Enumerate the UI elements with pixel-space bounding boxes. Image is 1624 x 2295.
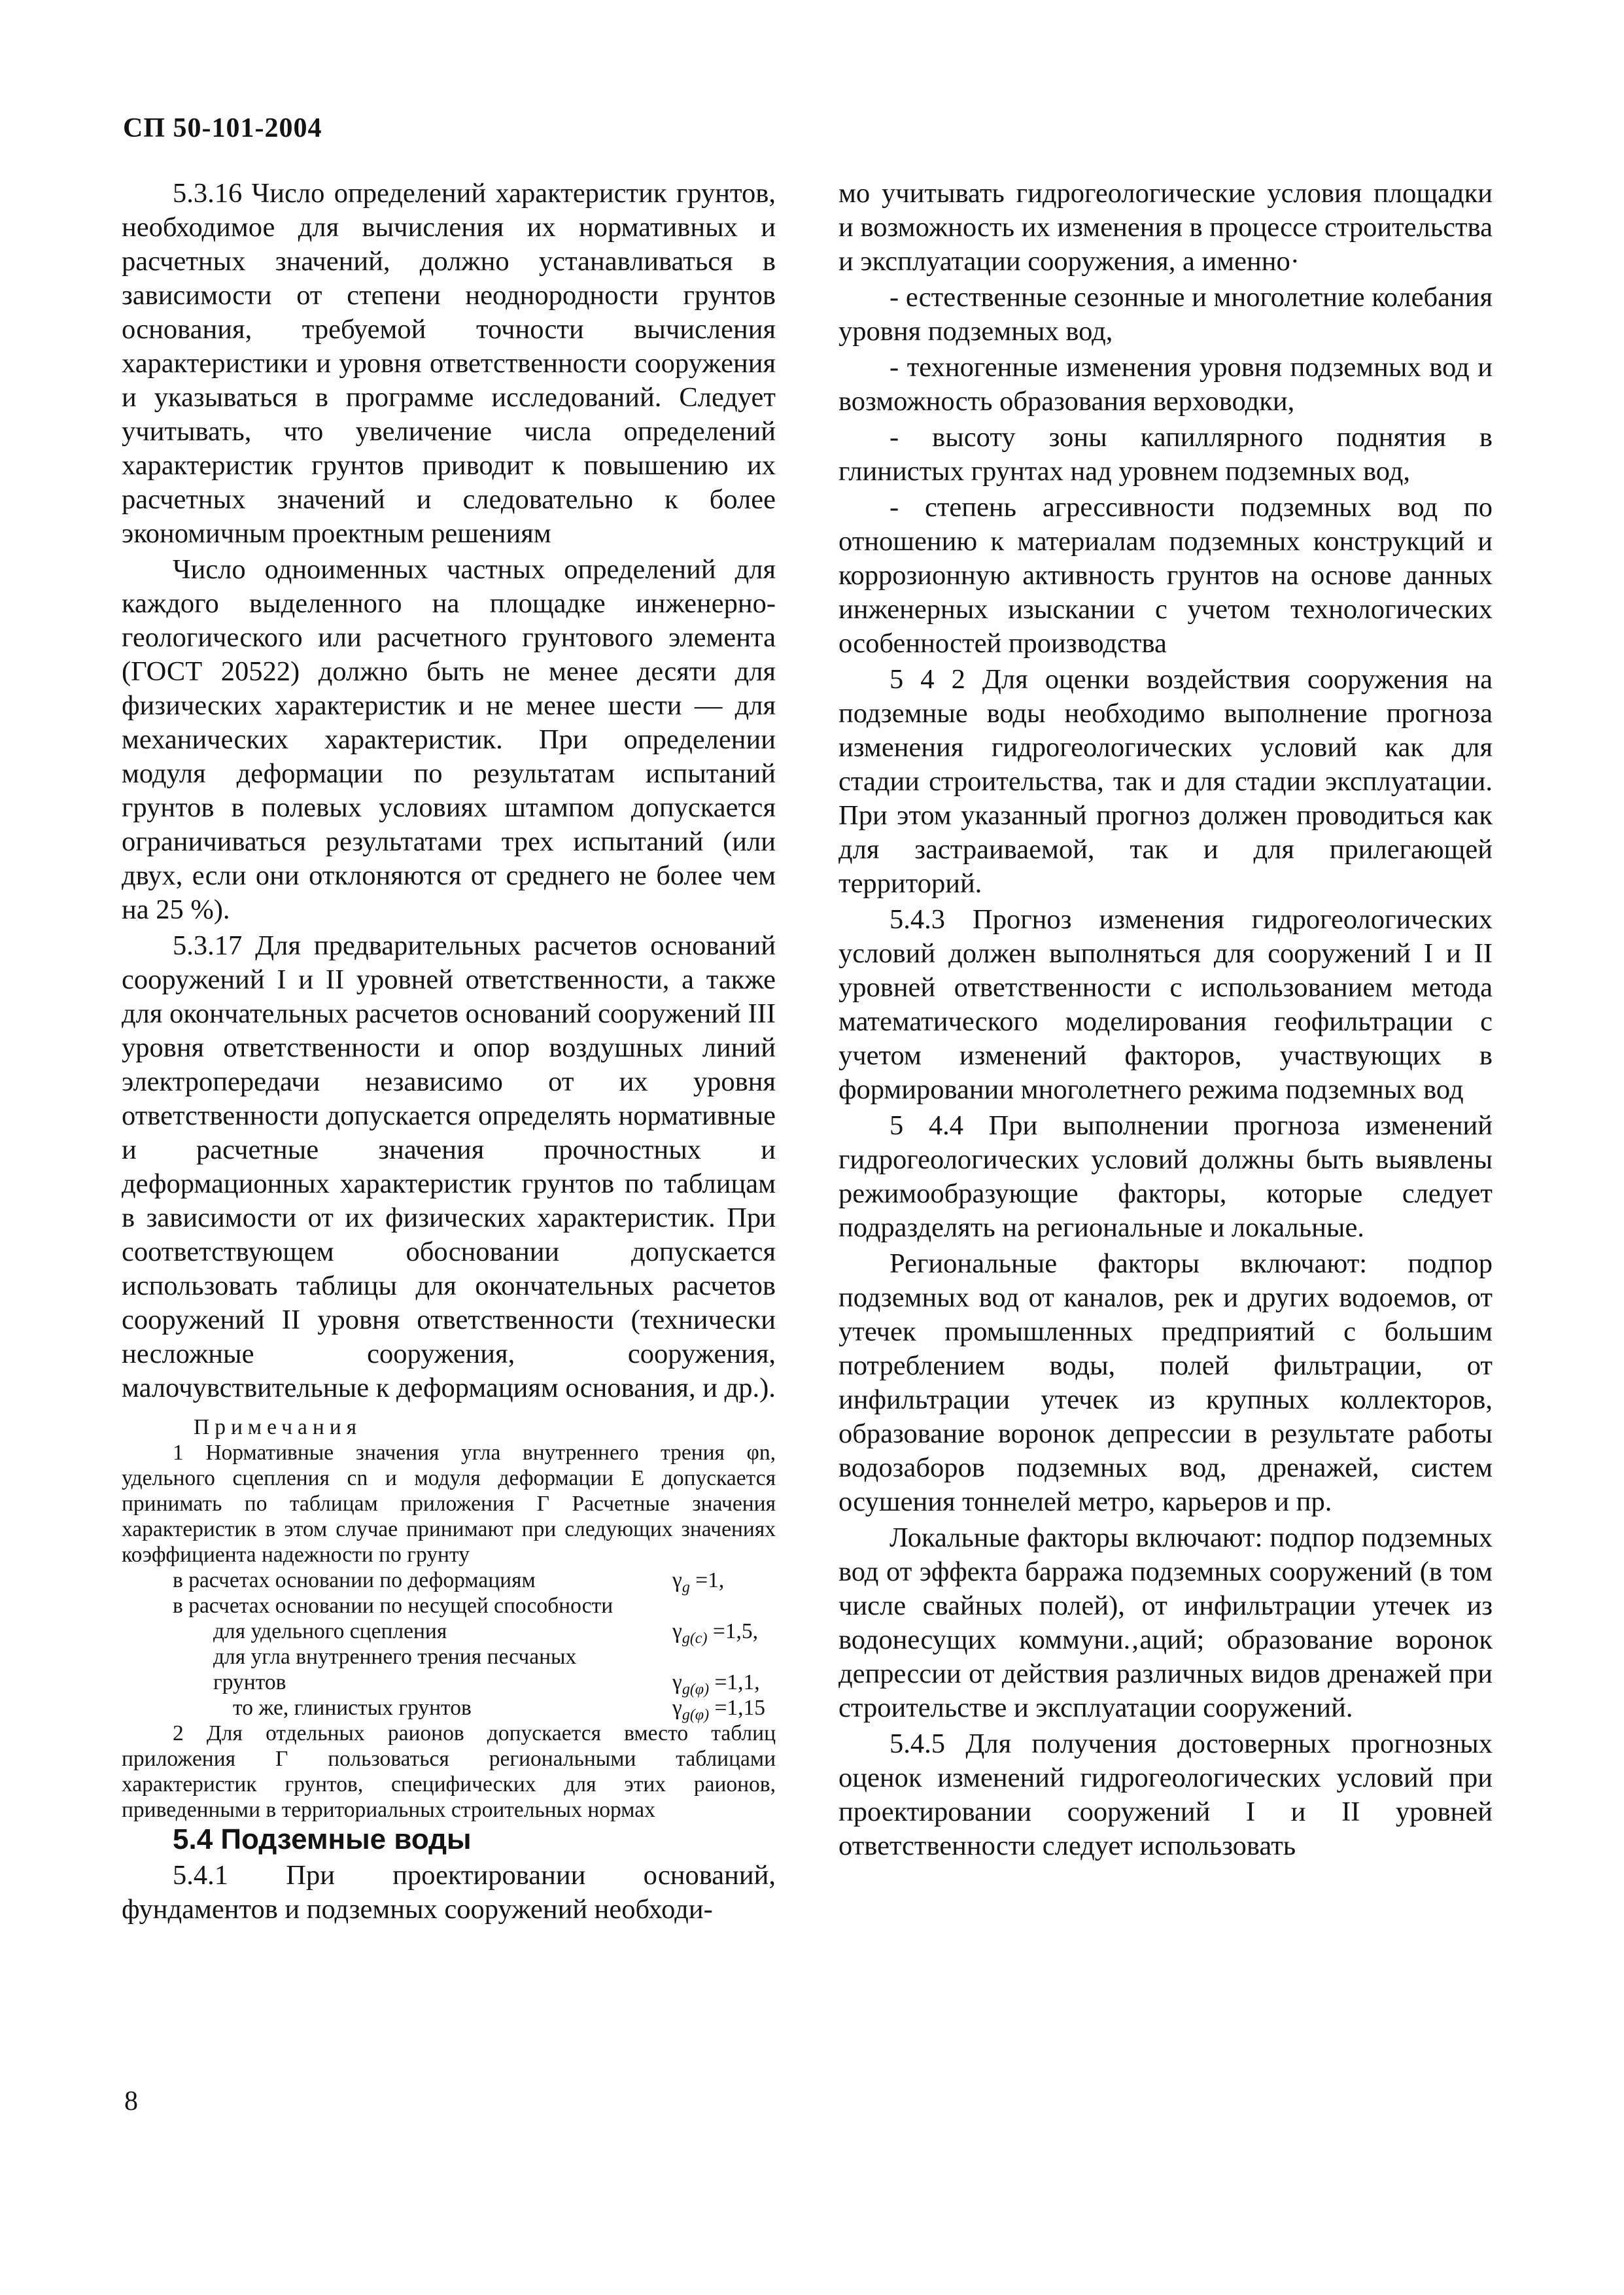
paragraph-local-factors: Локальные факторы включают: подпор подземных вод от эффекта барража подземных сооружений (в том числе свайных полей), от инфильтрации утечек из водонесущих коммуни.‚аций; образование воронок депрессии от действия различных видов дренажей при строительстве и эксплуатации сооружений.: [838, 1522, 1493, 1723]
condition-friction-sand: [122, 1644, 776, 1670]
paragraph-5-3-16: 5.3.16 Число определений характеристик грунтов, необходимое для вычисления их нормативных и расчетных значений, должно устанавливаться в зависимости от степени неоднородности грунтов основания, требуемой точности вычисления характеристики и уровня ответственности сооружения и указываться в программе исследований. Следует учитывать, что увеличение числа определений характеристик грунтов приводит к повышению их расчетных значений и следовательно к более экономичным проектным решениям: [122, 178, 776, 549]
notes-title: Примечания: [194, 1415, 362, 1439]
condition-text: для удельного сцепления: [213, 1619, 447, 1643]
condition-text: грунтов: [213, 1670, 286, 1694]
condition-text: то же, глинистых грунтов: [233, 1696, 472, 1720]
condition-value: $\gamma_g =1$,: [672, 1568, 725, 1596]
condition-clay: [122, 1695, 776, 1724]
paragraph-determinations: Число одноименных частных определений для каждого выделенного на площадке инженерно-геологического или расчетного грунтового элемента (ГОСТ 20522) должно быть не менее десяти для физических характеристик и не менее шести — для механических характеристик. При определении модуля деформации по результатам испытаний грунтов в полевых условиях штампом допускается ограничиваться результатами трех испытаний (или двух, если они отклоняются от среднего не более чем на 25 %).: [122, 554, 776, 925]
notes-block: [122, 1414, 776, 1823]
condition-value: $\gamma_{g(\varphi)} =1,1$,: [672, 1670, 760, 1698]
section-title: 5.4 Подземные воды: [173, 1823, 472, 1855]
paragraph-5-3-17: 5.3.17 Для предварительных расчетов оснований сооружений I и II уровней ответственности, а также для окончательных расчетов оснований сооружений III уровня ответственности и опор воздушных линий электропередачи независимо от их уровня ответственности допускается определять нормативные и расчетные значения прочностных и деформационных характеристик грунтов по таблицам в зависимости от их физических характеристик. При соответствующем обосновании допускается использовать таблицы для окончательных расчетов сооружений II уровня ответственности (технически несложные сооружения, сооружения, малочувствительные к деформациям основания, и др.).: [122, 930, 776, 1403]
list-item: - техногенные изменения уровня подземных вод и возможность образования верховодки,: [838, 352, 1493, 417]
condition-cohesion: [122, 1619, 776, 1647]
condition-soils: [122, 1670, 776, 1698]
paragraph-5-4-3: 5.4.3 Прогноз изменения гидрогеологических условий должен выполняться для сооружений I и II уровней ответственности с использованием метода математического моделирования геофильтрации с учетом изменений факторов, участвующих в формировании многолетнего режима подземных вод: [838, 904, 1493, 1105]
condition-text: в расчетах основании по несущей способности: [173, 1594, 613, 1618]
condition-text: для угла внутреннего трения песчаных: [213, 1645, 577, 1669]
paragraph-5-4-2: 5 4 2 Для оценки воздействия сооружения на подземные воды необходимо выполнение прогноза изменения гидрогеологических условий как для стадии строительства, так и для стадии эксплуатации. При этом указанный прогноз должен проводиться как для застраиваемой, так и для прилегающей территорий.: [838, 664, 1493, 899]
page-number: 8: [124, 2086, 138, 2116]
paragraph-5-4-4: 5 4.4 При выполнении прогноза изменений гидрогеологических условий должны быть выявлены режимообразующие факторы, которые следует подразделять на региональные и локальные.: [838, 1110, 1493, 1243]
list-item: - высоту зоны капиллярного поднятия в глинистых грунтах над уровнем подземных вод,: [838, 422, 1493, 487]
condition-text: в расчетах основании по деформациям: [173, 1568, 536, 1592]
condition-value: $\gamma_{g(\varphi)} =1,15$: [672, 1696, 765, 1724]
paragraph-5-4-1: 5.4.1 При проектировании оснований, фундаментов и подземных сооружений необходи-: [122, 1860, 776, 1925]
condition-deformation: [122, 1568, 776, 1596]
note-1: 1 Нормативные значения угла внутреннего трения φn, удельного сцепления cn и модуля деформации E допускается принимать по таблицам приложения Г Расчетные значения характеристик в этом случае принимают при следующих значениях коэффициента надежности по грунту: [122, 1441, 776, 1567]
note-2: 2 Для отдельных раионов допускается вместо таблиц приложения Г пользоваться региональными таблицами характеристик грунтов, специфических для этих раионов, приведенными в территориальных строительных нормах: [122, 1721, 776, 1822]
paragraph-regional-factors: Региональные факторы включают: подпор подземных вод от каналов, рек и других водоемов, от утечек промышленных предприятий с большим потреблением воды, полей фильтрации, от инфильтрации утечек из крупных коллекторов, образование воронок депрессии в результате работы водозаборов подземных вод, дренажей, систем осушения тоннелей метро, карьеров и пр.: [838, 1248, 1493, 1517]
right-column: [838, 177, 1493, 1865]
document-header: СП 50-101-2004: [123, 113, 322, 143]
condition-bearing: [122, 1593, 776, 1619]
paragraph-5-4-5: 5.4.5 Для получения достоверных прогнозных оценок изменений гидрогеологических условий при проектировании сооружений I и II уровней ответственности следует использовать: [838, 1728, 1493, 1861]
condition-value: $\gamma_{g(c)} =1,5$,: [672, 1619, 758, 1647]
left-column: [122, 177, 776, 1929]
list-item: - естественные сезонные и многолетние колебания уровня подземных вод,: [838, 282, 1493, 347]
paragraph-continuation: мо учитывать гидрогеологические условия площадки и возможность их изменения в процессе строительства и эксплуатации сооружения, а именно·: [838, 178, 1493, 277]
list-item: - степень агрессивности подземных вод по отношению к материалам подземных конструкций и коррозионную активность грунтов на основе данных инженерных изыскании с учетом технологических особенностей производства: [838, 492, 1493, 659]
